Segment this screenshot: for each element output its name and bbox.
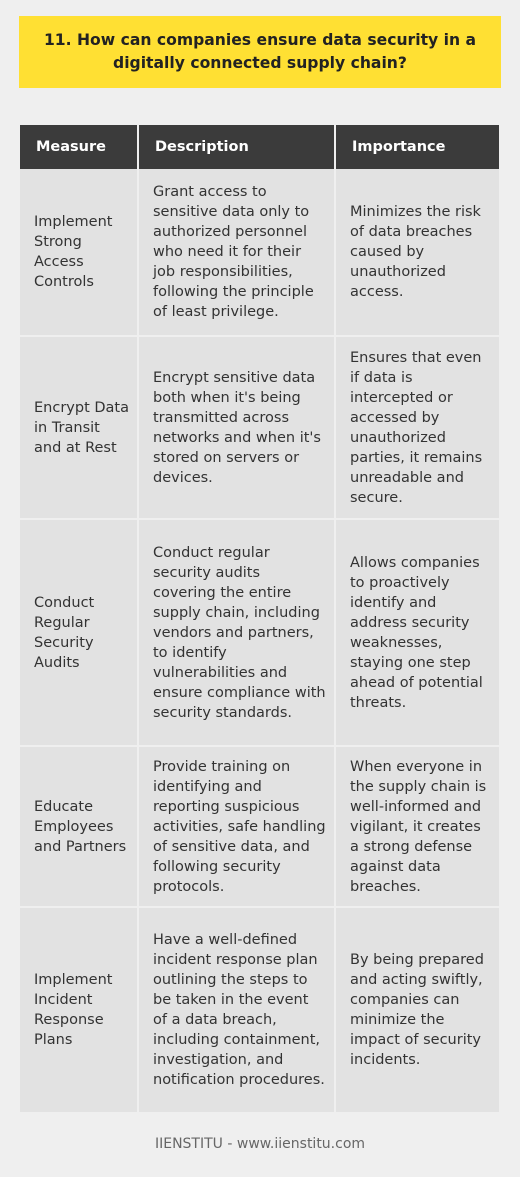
header-measure: Measure <box>20 125 138 169</box>
cell-measure: Educate Employees and Partners <box>20 746 138 907</box>
cell-importance: When everyone in the supply chain is well-informed and vigilant, it creates a strong defense against data breaches. <box>335 746 499 907</box>
cell-measure: Implement Strong Access Controls <box>20 169 138 336</box>
footer-credit: IIENSTITU - www.iienstitu.com <box>154 1136 366 1152</box>
table-row <box>20 169 499 336</box>
page-title: 11. How can companies ensure data security in a digitally connected supply chain? <box>43 31 477 72</box>
header-description: Description <box>138 125 335 169</box>
cell-measure: Conduct Regular Security Audits <box>20 519 138 746</box>
table-header-row <box>20 125 499 169</box>
title-banner <box>19 16 501 88</box>
cell-measure: Encrypt Data in Transit and at Rest <box>20 336 138 519</box>
cell-importance: Allows companies to proactively identify and address security weaknesses, staying one step ahead of potential threats. <box>335 519 499 746</box>
table-row <box>20 336 499 519</box>
table-row <box>20 746 499 907</box>
cell-description: Conduct regular security audits covering the entire supply chain, including vendors and partners, to identify vulnerabilities and ensure compliance with security standards. <box>138 519 335 746</box>
cell-description: Encrypt sensitive data both when it's being transmitted across networks and when it's stored on servers or devices. <box>138 336 335 519</box>
cell-importance: By being prepared and acting swiftly, companies can minimize the impact of security incidents. <box>335 907 499 1113</box>
cell-importance: Minimizes the risk of data breaches caused by unauthorized access. <box>335 169 499 336</box>
cell-importance: Ensures that even if data is intercepted or accessed by unauthorized parties, it remains unreadable and secure. <box>335 336 499 519</box>
cell-description: Have a well-defined incident response plan outlining the steps to be taken in the event of a data breach, including containment, investigation, and notification procedures. <box>138 907 335 1113</box>
cell-measure: Implement Incident Response Plans <box>20 907 138 1113</box>
table-row <box>20 519 499 746</box>
header-importance: Importance <box>335 125 499 169</box>
cell-description: Provide training on identifying and reporting suspicious activities, safe handling of sensitive data, and following security protocols. <box>138 746 335 907</box>
measures-table <box>20 125 499 1114</box>
cell-description: Grant access to sensitive data only to authorized personnel who need it for their job responsibilities, following the principle of least privilege. <box>138 169 335 336</box>
table-row <box>20 907 499 1113</box>
